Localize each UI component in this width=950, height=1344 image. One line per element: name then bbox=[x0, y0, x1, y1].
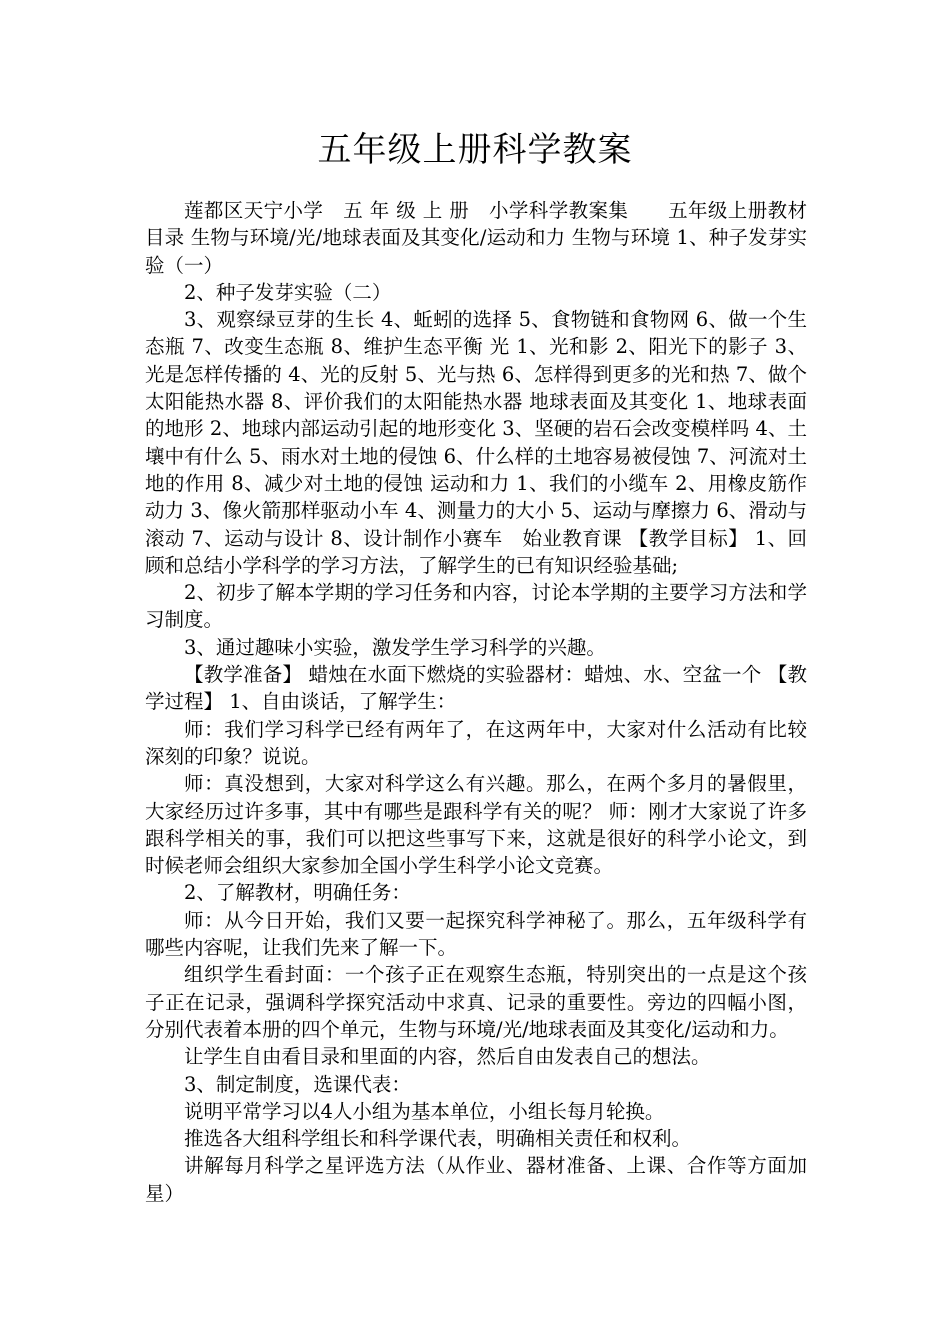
paragraph: 师：我们学习科学已经有两年了，在这两年中，大家对什么活动有比较深刻的印象？说说。 bbox=[145, 717, 807, 768]
paragraph: 【教学准备】 蜡烛在水面下燃烧的实验器材：蜡烛、水、空盆一个 【教学过程】 1、自由谈话，了解学生： bbox=[145, 663, 807, 714]
paragraph: 3、制定制度，选课代表： bbox=[184, 1072, 411, 1096]
paragraph: 组织学生看封面：一个孩子正在观察生态瓶，特别突出的一点是这个孩子正在记录，强调科学探究活动中求真、记录的重要性。旁边的四幅小图，分别代表着本册的四个单元，生物与环境/光/地球表面及其变化/运动和力。 bbox=[145, 963, 807, 1041]
paragraph: 师：真没想到，大家对科学这么有兴趣。那么，在两个多月的暑假里，大家经历过许多事，其中有哪些是跟科学有关的呢？ 师：刚才大家说了许多跟科学相关的事，我们可以把这些事写下来，这就是很好的科学小论文，到时候老师会组织大家参加全国小学生科学小论文竞赛。 bbox=[145, 772, 807, 878]
paragraph: 莲都区天宁小学 五 年 级 上 册 小学科学教案集 五年级上册教材目录 生物与环境/光/地球表面及其变化/运动和力 生物与环境 1、种子发芽实验（一） bbox=[145, 199, 807, 277]
paragraph: 2、种子发芽实验（二） bbox=[184, 280, 392, 304]
document-title: 五年级上册科学教案 bbox=[317, 130, 633, 170]
paragraph: 2、了解教材，明确任务： bbox=[184, 881, 411, 905]
paragraph: 说明平常学习以4人小组为基本单位，小组长每月轮换。 bbox=[184, 1099, 665, 1123]
paragraph: 推选各大组科学组长和科学课代表，明确相关责任和权利。 bbox=[184, 1127, 692, 1151]
paragraph: 3、观察绿豆芽的生长 4、蚯蚓的选择 5、食物链和食物网 6、做一个生态瓶 7、改变生态瓶 8、维护生态平衡 光 1、光和影 2、阳光下的影子 3、光是怎样传播的 4、光的反射 5、光与热 6、怎样得到更多的光和热 7、做个太阳能热水器 8、评价我们的太阳能热水器 地球表面及其变化 1、地球表面的地形 2、地球内部运动引起的地形变化 3、坚硬的岩石会改变模样吗 4、土壤中有什么 5、雨水对土地的侵蚀 6、什么样的土地容易被侵蚀 7、河流对土地的作用 8、减少对土地的侵蚀 运动和力 1、我们的小缆车 2、用橡皮筋作动力 3、像火箭那样驱动小车 4、测量力的大小 5、运动与摩擦力 6、滑动与滚动 7、运动与设计 8、设计制作小赛车 始业教育课 【教学目标】 1、回顾和总结小学科学的学习方法，了解学生的已有知识经验基础; bbox=[145, 308, 807, 577]
paragraph: 师：从今日开始，我们又要一起探究科学神秘了。那么，五年级科学有哪些内容呢，让我们先来了解一下。 bbox=[145, 908, 807, 960]
paragraph: 2、初步了解本学期的学习任务和内容，讨论本学期的主要学习方法和学习制度。 bbox=[145, 581, 807, 632]
paragraph: 让学生自由看目录和里面的内容，然后自由发表自己的想法。 bbox=[184, 1045, 711, 1069]
document-body bbox=[145, 197, 807, 1207]
paragraph: 讲解每月科学之星评选方法（从作业、器材准备、上课、合作等方面加星） bbox=[145, 1154, 807, 1205]
paragraph: 3、通过趣味小实验，激发学生学习科学的兴趣。 bbox=[184, 635, 606, 659]
